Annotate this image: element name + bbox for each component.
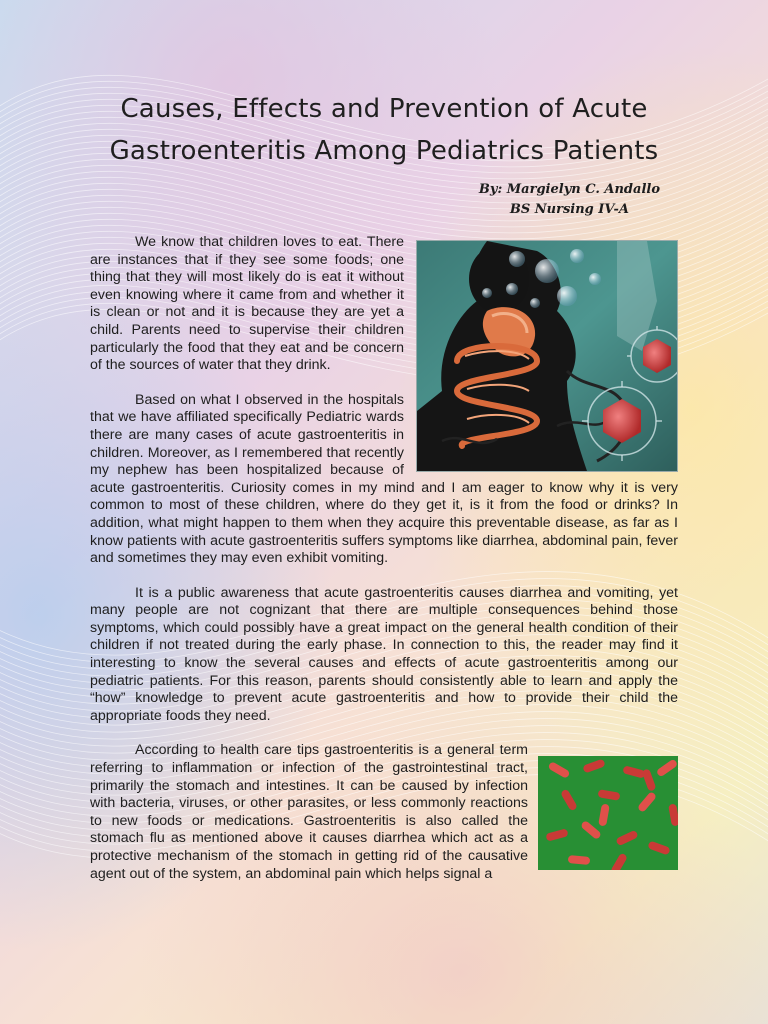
document-title: [60, 88, 708, 172]
paragraph-1: We know that children loves to eat. There are instances that if they see some foods; one thing that they will most likely do is eat it without even knowing where it came from and whether it is clean or not and it is because they are yet a child. Parents need to supervise their children particularly the food that they eat and be concern of the sources of water that they drink.: [90, 234, 404, 374]
bacteria-illustration: [538, 756, 678, 870]
author-course: BS Nursing IV-A: [509, 202, 630, 217]
title-line-1: Causes, Effects and Prevention of Acute: [120, 94, 648, 124]
author-name: By: Margielyn C. Andallo: [478, 182, 660, 197]
digestive-system-illustration: [416, 240, 678, 472]
byline: [479, 180, 660, 220]
title-line-2: Gastroenteritis Among Pediatrics Patients: [109, 136, 659, 166]
article-body: [90, 234, 678, 900]
paragraph-4: According to health care tips gastroenteritis is a general term referring to inflammation or infection of the gastrointestinal tract, primarily the stomach and intestines. It can be caused by infection with bacteria, viruses, or other parasites, or less commonly reactions to new foods or medications. Gastroenteritis is also called the stomach flu as mentioned above it causes diarrhea which act as a protective mechanism of the stomach in getting rid of the causative agent out of the system, an abdominal pain which helps signal a: [90, 742, 528, 882]
paragraph-2: Based on what I observed in the hospitals that we have affiliated specifically Pediatric wards there are many cases of acute gastroenteritis in children. Moreover, as I remembered that recently my nephew has been hospitalized because of acute gastroenteritis. Curiosity comes in my mind and I am eager to know why it is very common to most of these children, where do they get it, is it from the food or drinks? In addition, what might happen to them when they acquire this preventable disease, as far as I know patients with acute gastroenteritis suffers symptoms like diarrhea, abdominal pain, fever and sometimes they may even exhibit vomiting.: [90, 391, 678, 567]
paragraph-3: It is a public awareness that acute gastroenteritis causes diarrhea and vomiting, yet many people are not cognizant that there are multiple consequences behind those symptoms, which could possibly have a great impact on the general health condition of their children if not treated during the early phase. In connection to this, the reader may find it interesting to know the several causes and effects of acute gastroenteritis among our pediatric patients. For this reason, parents should consistently able to learn and apply the “how” knowledge to prevent acute gastroenteritis and how to provide their child the appropriate foods they need.: [90, 584, 678, 724]
